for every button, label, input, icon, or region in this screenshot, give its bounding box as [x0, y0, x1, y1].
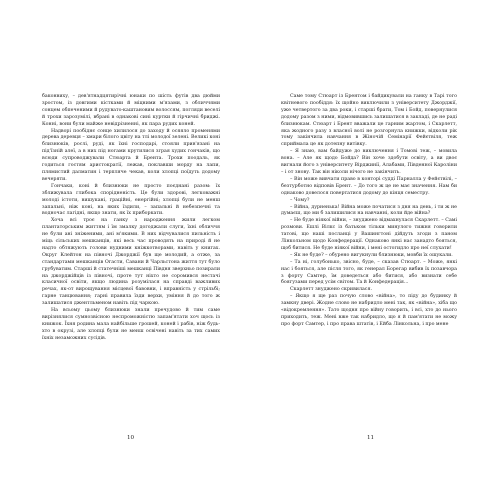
paragraph: – Не буде ніякої війни, – знуджено відмахнулася Скарлетт. – Самі розмови. Ешлі Вілкс із батьком тільки минулого тижня говорили татові, що наші посланці у Вашингтоні дійдуть згоди з паном Лінкольном щодо Конфедерації. Однаково янкі нас занадто бояться, щоб битися. Не буде ніякої війни, і мені остогидло про неї слухати! — [281, 218, 457, 251]
paragraph: На всьому цьому близнюки знали пречудово й тим саме вирізнялися сумнозвісною неспроможністю запам'ятати хоч щось із книжок. Їхня родина мала найбільше грошей, коней і рабів, ніж будь-хто в окрузі, але хлопці були не менш освічені навіть за тих самих їхніх незаможних сусідів. — [42, 308, 220, 341]
page-number: 11 — [367, 435, 375, 441]
paragraph: Хоча всі троє на ганку з народження жили легком плантаторським життям і їм змалку догоджали слуги, їхні обличчя не були ані зніженими, ані м'якими. В них відчувалися пильність і міць сільських мешканців, які весь час проводять на природі й не надто обтяжують голови нудними кніжкотворами, навіть у книгах. Округ Клейтон на півночі Джорджії був ще молодий, а отже, за стандартами мешканців Огасти, Савани й Чарльстона життя тут було грубуватим. Старші й статечніші мешканці Півдня зверхньо позирали на джорджійців із півночі, проте тут ніхто не соромився нестачі класичної освіти, якщо людина розумілася на справді важливих речах, як-от вирощування місцевої бавовни, і вправність у стрільбі; гарне танцювання; гарні правила їзди верхи, уміння й до того ж залишатися джентльменом навіть під чаркою. — [42, 218, 220, 307]
paragraph: – Чому? — [290, 197, 310, 203]
paragraph: Гончаки, коні й близнюки не просто поєднані разом: їх зближувала глибока спорідненість. Це були здорові, легковажні молоді істоти, вишукані, граційні, енергійні; хлопці були не менш запальні, ніж коні, на яких їздили, – запальні й небезпечні та водночас лагідні, якщо знати, як їх приборкати. — [42, 183, 220, 217]
paragraph: – Він може вивчати право в конторі судді Парналла у Фейєтвілі, – безтурботно відповів Брент. – До того ж це не має значення. Нам би однаково довелося повертатися додому до кінця семестру. — [281, 176, 457, 196]
right-page-text — [281, 94, 457, 329]
paragraph: Надворі пообіднє сонце хилилося до заходу й осяяло променями дерева деревця – хмари білого цвіту на тлі молодої зелені. Великі конi близнюків, рослi, руді, як їхні господарі, стояли прив'язані на під'їзній алеї, а в них під ногами крутилися зграя худих гончаків, що всюди супроводжували Стюарта й Брента. Трохи поодаль, як годиться гостям аристократії, лежав, поклавши морду на лапи, плямистий далматин і терпляче чекав, коли хлопці поїдуть додому вечеряти. — [42, 128, 220, 182]
paragraph: Саме тому Стюарт із Брентом і байдикували на ганку в Тарі того квітневого пообіддя: їх щойно виключили з університету Джорджії, уже четвертого за два роки, і старші брати, Том і Бойд, повернулися додому разом з ними, відмовившись залишатися в закладі, де не раді близнюкам. Стюарт і Брент вважали це гарним жартом, і Скарлетт, яка жодного разу з власної волі не розгорнула книжки, відколи рік тому закінчила навчання в Жіночій Семінарії Фейєтвіля, теж сприймала це як дотепну витівку. — [281, 94, 457, 148]
paragraph: – Як не буде? – обурено вигукнули близнюки, мовби їх ошукали. — [290, 252, 453, 258]
page-number: 10 — [127, 435, 135, 441]
paragraph: баконвиху, – дев'ятнадцятирічні юнаки по шість футів два дюйми зростом, із довгими кістками й міцними м'язами, з обличчями сонцем обпеченими й рудувато-каштановим волоссям, погляди веселі й трохи зарозумілі, вбрані в однакові сині куртки й гірчичні бриджі. Конні, вони були майже невідрізненні, як пара рудих коней. — [42, 94, 220, 127]
paragraph: – Та ні, голубонько, звісно, буде, – сказав Стюарт. – Може, янкі нас і бояться, але після того, як генерал Борегар вибив їх позавчора з форту Самтер, їм доведеться або битися, або визнати себе боягузами перед усім світом. Та й Конфедерація... — [281, 259, 457, 286]
paragraph: – Я знаю, вам байдуже до виключення і Томові теж, – мовила вона. – Але як щодо Бойда? Він хоче здобути освіту, а ви двоє вигнали його з університету Вірджинії, Алабами, Південної Кароліни – і от знову. Так він ніколи нічого не закінчить. — [281, 149, 457, 175]
paragraph: – Війна, дурненька! Війна може початися з дня на день, і ти ж не думаєш, що ми б залишилися на навчанні, коли йде війна? — [281, 204, 457, 217]
left-page-text — [42, 94, 220, 343]
paragraph: Скарлетт знуджено скривилася. — [290, 287, 372, 293]
right-page — [250, 0, 500, 500]
paragraph: – Якщо я ще раз почую слово «війна», то піду до будинку й замкну двері. Жодне слово не набридло мені так, як «війна», хіба що «відокремлення». Тато щодня про війну говорить, і всі, хто до нього приходить, теж. Мені вже так набридло, що я й пам'ятати не можу про форт Самтер, і про права штатів, і Ейба Лінкольна, і про мене — [281, 294, 457, 327]
